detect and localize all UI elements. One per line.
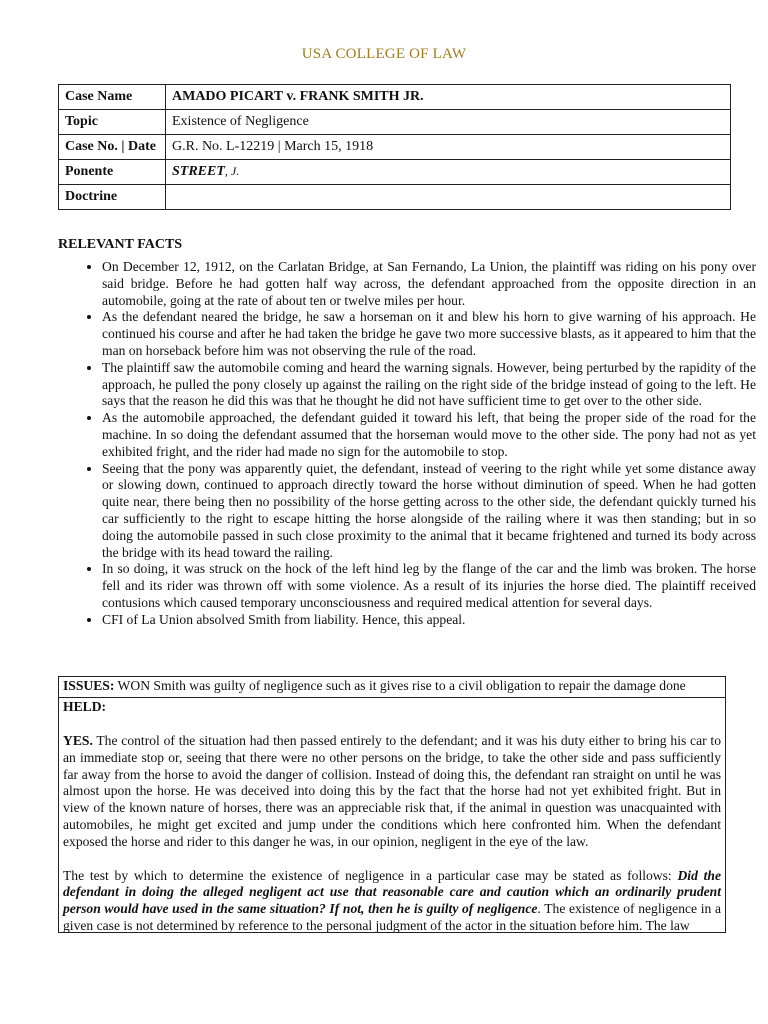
doctrine-label: Doctrine (59, 185, 166, 210)
facts-list (58, 259, 756, 629)
issues-held-box (58, 676, 726, 933)
issues-row (59, 677, 725, 698)
fact-item: • CFI of La Union absolved Smith from liability. Hence, this appeal. (102, 612, 756, 629)
fact-item: • The plaintiff saw the automobile coming and heard the warning signals. However, being perturbed by the rapidity of the approach, he pulled the pony closely up against the railing on the right side of the bridge instead of going to the left. He says that the reason he did this was that he thought he did not have sufficient time to get over to the other side. (102, 360, 756, 410)
held-label: HELD: (63, 699, 107, 714)
fact-item: • As the defendant neared the bridge, he saw a horseman on it and blew his horn to give warning of his approach. He continued his course and after he had taken the bridge he gave two more successive blasts, as it appeared to him that the man on horseback before him was not observing the rule of the road. (102, 309, 756, 359)
case-no-label: Case No. | Date (59, 135, 166, 160)
issues-label: ISSUES: (63, 678, 115, 693)
fact-item: • In so doing, it was struck on the hock of the left hind leg by the flange of the car and the limb was broken. The horse fell and its rider was thrown off with some violence. As a result of its injuries the horse died. The plaintiff received contusions which caused temporary unconsciousness and required medical attention for several days. (102, 561, 756, 611)
held-paragraph-1 (63, 733, 721, 851)
topic-label: Topic (59, 110, 166, 135)
doctrine-row (59, 185, 731, 210)
case-info-table (58, 84, 731, 210)
doctrine-value (166, 185, 731, 210)
case-name-value: AMADO PICART v. FRANK SMITH JR. (166, 85, 731, 110)
ponente-row (59, 160, 731, 185)
case-no-row (59, 135, 731, 160)
held-paragraph-2 (63, 868, 721, 933)
topic-row (59, 110, 731, 135)
case-name-row (59, 85, 731, 110)
case-no-value: G.R. No. L-12219 | March 15, 1918 (166, 135, 731, 160)
ponente-name: STREET (172, 164, 225, 179)
held-yes: YES. (63, 733, 93, 748)
topic-value: Existence of Negligence (166, 110, 731, 135)
ponente-label: Ponente (59, 160, 166, 185)
fact-item: • On December 12, 1912, on the Carlatan Bridge, at San Fernando, La Union, the plaintiff was riding on his pony over said bridge. Before he had gotten half way across, the defendant approached from the opposite direction in an automobile, going at the rate of about ten or twelve miles per hour. (102, 259, 756, 309)
fact-item: • As the automobile approached, the defendant guided it toward his left, that being the proper side of the road for the machine. In so doing the defendant assumed that the horseman would move to the other side. The pony had not as yet exhibited fright, and the rider had made no sign for the automobile to stop. (102, 410, 756, 460)
issues-text: WON Smith was guilty of negligence such as it gives rise to a civil obligation to repair the damage done (114, 678, 686, 693)
ponente-value (166, 160, 731, 185)
held-para2-start: The test by which to determine the existence of negligence in a particular case may be stated as follows: (63, 867, 678, 883)
case-name-label: Case Name (59, 85, 166, 110)
relevant-facts-heading: RELEVANT FACTS (58, 237, 183, 252)
ponente-suffix: , J. (224, 164, 240, 178)
held-para2-end: . The existence of negligence in a given case is not determined by reference to the personal judgment of the actor in the situation before him. The law (63, 901, 722, 933)
fact-item: • Seeing that the pony was apparently quiet, the defendant, instead of veering to the right while yet some distance away or slowing down, continued to approach directly toward the horse without diminution of speed. When he had gotten quite near, there being then no possibility of the horse getting across to the other side, the defendant quickly turned his car sufficiently to the right to escape hitting the horse alongside of the railing where it was then standing; but in so doing the automobile passed in such close proximity to the animal that it became frightened and turned its body across the bridge with its head toward the railing. (102, 461, 756, 562)
negligence-test-question: Did the defendant in doing the alleged negligent act use that reasonable care and caution which an ordinarily prudent person would have used in the same situation? If not, then he is guilty of negligence (63, 867, 721, 917)
college-header: USA COLLEGE OF LAW (301, 46, 467, 62)
held-para1-text: The control of the situation had then passed entirely to the defendant; and it was his duty either to bring his car to an immediate stop or, seeing that there were no other persons on the bridge, to take the other side and pass sufficiently far away from the horse to avoid the danger of collision. Instead of doing this, the defendant ran straight on until he was almost upon the horse. He was deceived into doing this by the fact that the horse had not yet exhibited fright. But in view of the known nature of horses, there was an appreciable risk that, if the animal in question was unacquainted with automobiles, he might get excited and jump under the conditions which here confronted him. When the defendant exposed the horse and rider to this danger he was, in our opinion, negligent in the eye of the law. (63, 733, 721, 849)
held-section (59, 698, 725, 933)
